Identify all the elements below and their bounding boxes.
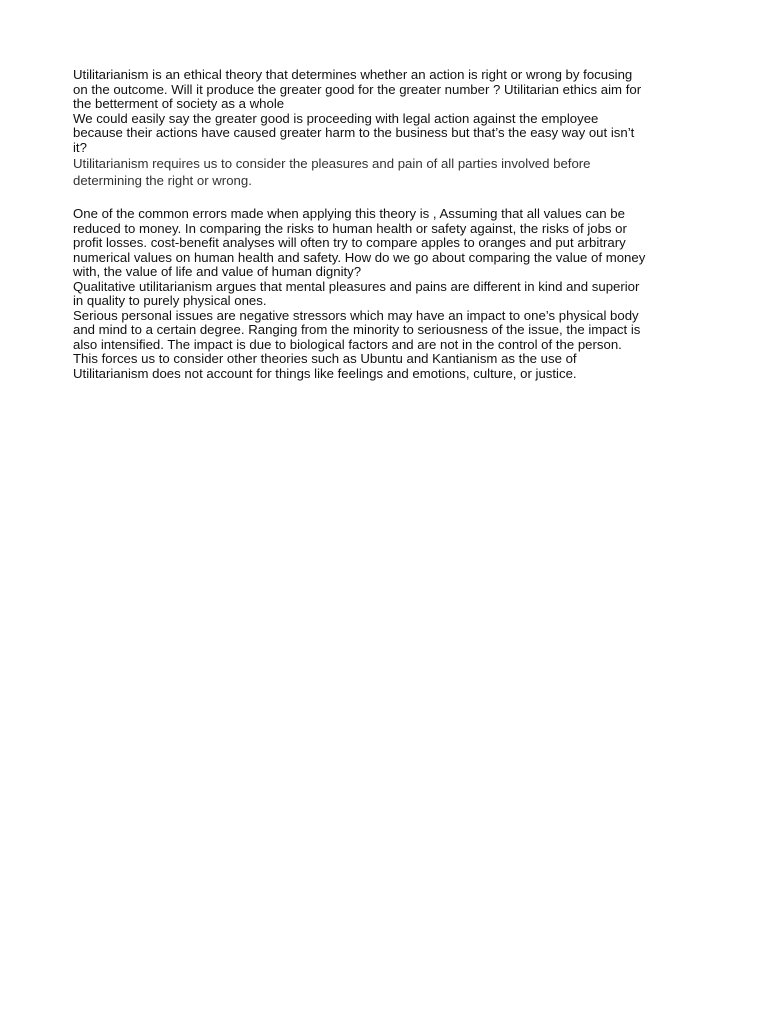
paragraph-pleasure-pain: Utilitarianism requires us to consider the pleasures and pain of all parties involved before determining the right or wrong. bbox=[73, 156, 591, 188]
document-page bbox=[73, 68, 703, 381]
paragraph-common-errors: One of the common errors made when applying this theory is , Assuming that all values can be reduced to money. In comparing the risks to human health or safety against, the risks of jobs or profit losses. cost-benefit analyses will often try to compare apples to oranges and put arbitrary numerical values on human health and safety. How do we go about comparing the value of money with, the value of life and value of human dignity? Qualitative utilitarianism argues that mental pleasures and pains are different in kind and superior in quality to purely physical ones. Serious personal issues are negative stressors which may have an impact to one’s physical body and mind to a certain degree. Ranging from the minority to seriousness of the issue, the impact is also intensified. The impact is due to biological factors and are not in the control of the person. This forces us to consider other theories such as Ubuntu and Kantianism as the use of Utilitarianism does not account for things like feelings and emotions, culture, or justice. bbox=[73, 206, 646, 381]
paragraph-utilitarianism-intro: Utilitarianism is an ethical theory that determines whether an action is right or wrong by focusing on the outcome. Will it produce the greater good for the greater number ? Utilitarian ethics aim for the betterment of society as a whole We could easily say the greater good is proceeding with legal action against the employee because their actions have caused greater harm to the business but that’s the easy way out isn’t it? bbox=[73, 67, 642, 155]
